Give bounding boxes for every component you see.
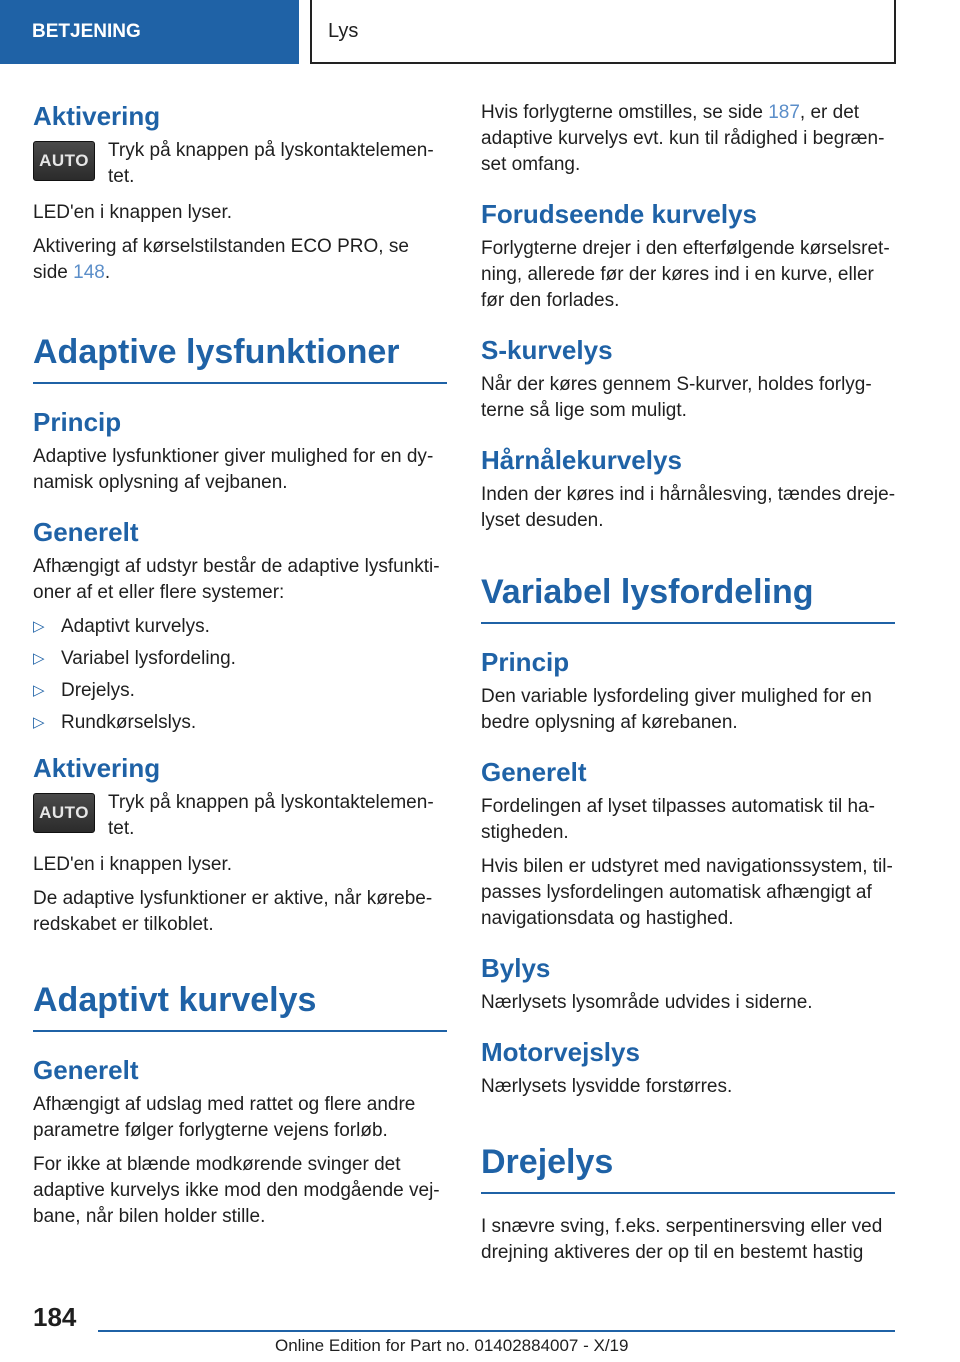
generelt-heading: Generelt: [33, 517, 139, 547]
paragraph: LED'en i knappen lyser.: [33, 202, 233, 223]
triangle-bullet-icon: ▷: [33, 682, 45, 699]
generelt-heading-2: Generelt: [33, 1055, 139, 1085]
auto-button-block: [33, 790, 447, 842]
right-column: [481, 100, 895, 1274]
generelt-heading-3: Generelt: [481, 757, 587, 787]
paragraph: I snævre sving, f.eks. serpentinersving eller ved drejning aktiveres der op til en bestemt hastig: [481, 1216, 883, 1263]
text: Hvis forlygterne omstilles, se side: [481, 102, 769, 123]
motorvejslys-heading: Motorvejslys: [481, 1037, 640, 1067]
list-item-text: Variabel lysfordeling.: [61, 648, 236, 669]
auto-button-icon: [33, 141, 95, 181]
paragraph: LED'en i knappen lyser.: [33, 854, 233, 875]
triangle-bullet-icon: ▷: [33, 714, 45, 731]
auto-button-caption: Tryk på knappen på lyskontaktelementet.: [108, 140, 434, 187]
paragraph: De adaptive lysfunktioner er aktive, når køreberedskabet er tilkoblet.: [33, 888, 433, 935]
list-item: [33, 678, 447, 704]
section-title-drejelys: Drejelys: [481, 1140, 895, 1194]
text: .: [104, 262, 111, 283]
triangle-bullet-icon: ▷: [33, 650, 45, 667]
paragraph: Fordelingen af lyset tilpasses automatisk til hastigheden.: [481, 796, 875, 843]
footer-edition: Online Edition for Part no. 01402884007 - X/19: [275, 1336, 629, 1355]
header-chapter-label: Lys: [328, 19, 359, 42]
haarnaale-heading: Hårnålekurvelys: [481, 445, 682, 475]
text: Aktivering af kørselstilstanden ECO PRO, se side: [33, 236, 409, 283]
aktivering-heading-2: Aktivering: [33, 753, 161, 783]
header-chapter-box: [310, 0, 896, 64]
list-item-text: Drejelys.: [61, 680, 135, 701]
list-item-text: Adaptivt kurvelys.: [61, 616, 210, 637]
page-number: 184: [33, 1302, 77, 1332]
paragraph: [33, 234, 447, 286]
auto-button-block: [33, 138, 447, 190]
paragraph: Når der køres gennem S-kurver, holdes forlygterne så lige som muligt.: [481, 374, 872, 421]
list-item: [33, 646, 447, 672]
auto-button-caption: Tryk på knappen på lyskontaktelementet.: [108, 792, 434, 839]
paragraph: [481, 100, 895, 178]
page-link[interactable]: 148: [73, 262, 105, 283]
left-column: [33, 100, 447, 1238]
paragraph: Adaptive lysfunktioner giver mulighed for en dynamisk oplysning af vejbanen.: [33, 446, 434, 493]
header-section-tab: [0, 0, 299, 64]
auto-icon-label: AUTO: [39, 151, 89, 170]
paragraph: Afhængigt af udslag med rattet og flere andre parametre følger forlygterne vejens forløb.: [33, 1094, 416, 1141]
paragraph: Hvis bilen er udstyret med navigationssystem, tilpasses lysfordelingen automatisk afhængigt af navigationsdata og hastighed.: [481, 856, 893, 929]
paragraph: Afhængigt af udstyr består de adaptive lysfunktioner af et eller flere systemer:: [33, 556, 440, 603]
list-item-text: Rundkørselslys.: [61, 712, 197, 733]
paragraph: Forlygterne drejer i den efterfølgende kørselsretning, allerede før der køres ind i en kurve, eller før den forlades.: [481, 238, 890, 311]
auto-icon-label: AUTO: [39, 803, 89, 822]
aktivering-heading: Aktivering: [33, 101, 161, 131]
section-title-adaptive: Adaptive lysfunktioner: [33, 330, 447, 384]
section-title-kurvelys: Adaptivt kurvelys: [33, 978, 447, 1032]
paragraph: Inden der køres ind i hårnålesving, tændes drejelyset desuden.: [481, 484, 896, 531]
list-item: [33, 614, 447, 640]
page-link[interactable]: 187: [768, 102, 800, 123]
bylys-heading: Bylys: [481, 953, 551, 983]
princip-heading-2: Princip: [481, 647, 570, 677]
header-section-label: BETJENING: [32, 21, 141, 42]
paragraph: Nærlysets lysvidde forstørres.: [481, 1076, 733, 1097]
paragraph: For ikke at blænde modkørende svinger det adaptive kurvelys ikke mod den modgående vejbane, når bilen holder stille.: [33, 1154, 440, 1227]
text: , er det adaptive kurvelys evt. kun til rådighed i begrænset omfang.: [481, 102, 885, 175]
princip-heading: Princip: [33, 407, 122, 437]
triangle-bullet-icon: ▷: [33, 618, 45, 635]
section-title-variabel: Variabel lysfordeling: [481, 570, 895, 624]
systems-list: [33, 614, 447, 736]
footer-divider: [98, 1330, 895, 1332]
s-kurvelys-heading: S-kurvelys: [481, 335, 613, 365]
paragraph: Nærlysets lysområde udvides i siderne.: [481, 992, 813, 1013]
paragraph: Den variable lysfordeling giver mulighed for en bedre oplysning af kørebanen.: [481, 686, 872, 733]
forudseende-heading: Forudseende kurvelys: [481, 199, 757, 229]
list-item: [33, 710, 447, 736]
auto-button-icon: [33, 793, 95, 833]
